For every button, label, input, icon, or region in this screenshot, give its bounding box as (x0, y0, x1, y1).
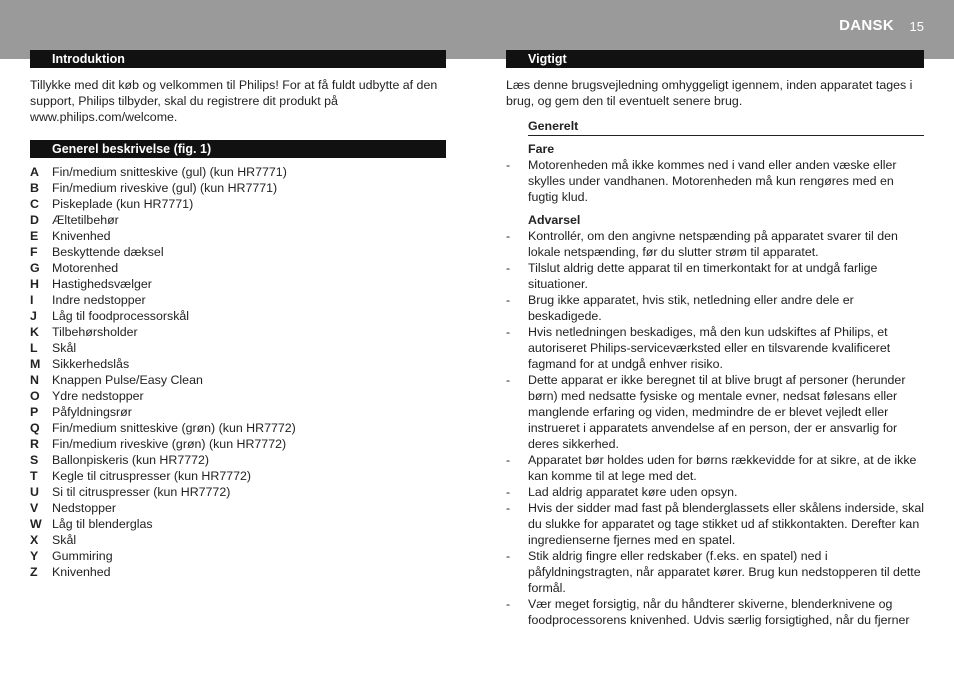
part-label: Skål (52, 341, 77, 355)
part-label: Beskyttende dæksel (52, 245, 164, 259)
part-label: Piskeplade (kun HR7771) (52, 197, 194, 211)
list-item (506, 260, 924, 292)
bullet-dash: - (506, 229, 511, 243)
part-letter: E (30, 229, 39, 243)
section-heading-general-description: Generel beskrivelse (fig. 1) (30, 140, 446, 158)
list-item (30, 196, 446, 212)
list-item (30, 516, 446, 532)
bullet-text: Apparatet bør holdes uden for børns rækkevidde for at sikre, at de ikke kan komme til at lege med det. (528, 453, 917, 483)
list-item (30, 180, 446, 196)
heading-warning: Advarsel (528, 213, 581, 227)
part-label: Fin/medium riveskive (grøn) (kun HR7772) (52, 437, 287, 451)
left-column (30, 50, 446, 580)
list-item (30, 292, 446, 308)
part-letter: X (30, 533, 39, 547)
language-label: DANSK (839, 17, 894, 34)
part-letter: L (30, 341, 38, 355)
part-letter: N (30, 373, 39, 387)
part-label: Skål (52, 533, 77, 547)
part-label: Æltetilbehør (52, 213, 119, 227)
list-item (30, 388, 446, 404)
part-letter: Y (30, 549, 39, 563)
list-item (30, 372, 446, 388)
bullet-dash: - (506, 293, 511, 307)
part-label: Knivenhed (52, 565, 111, 579)
part-letter: I (30, 293, 34, 307)
part-letter: T (30, 469, 38, 483)
bullet-dash: - (506, 158, 511, 172)
bullet-dash: - (506, 325, 511, 339)
subheading-rule (528, 135, 924, 136)
list-item (506, 500, 924, 548)
part-label: Indre nedstopper (52, 293, 146, 307)
list-item (30, 532, 446, 548)
bullet-dash: - (506, 261, 511, 275)
part-letter: H (30, 277, 39, 291)
list-item (506, 324, 924, 372)
bullet-dash: - (506, 373, 511, 387)
list-item (506, 484, 924, 500)
list-item (506, 548, 924, 596)
list-item (30, 468, 446, 484)
bullet-text: Lad aldrig apparatet køre uden opsyn. (528, 485, 738, 499)
part-label: Låg til foodprocessorskål (52, 309, 190, 323)
part-label: Knivenhed (52, 229, 111, 243)
bullet-dash: - (506, 597, 511, 611)
important-paragraph: Læs denne brugsvejledning omhyggeligt igennem, inden apparatet tages i brug, og gem den til eventuelt senere brug. (506, 78, 913, 108)
part-label: Ballonpiskeris (kun HR7772) (52, 453, 210, 467)
list-item (506, 596, 924, 628)
part-label: Ydre nedstopper (52, 389, 144, 403)
part-label: Fin/medium snitteskive (grøn) (kun HR7772) (52, 421, 296, 435)
list-item (30, 244, 446, 260)
part-letter: M (30, 357, 41, 371)
part-label: Fin/medium snitteskive (gul) (kun HR7771) (52, 165, 287, 179)
list-item (30, 228, 446, 244)
part-letter: B (30, 181, 39, 195)
list-item (30, 436, 446, 452)
part-letter: V (30, 501, 39, 515)
subheading-general: Generelt (528, 119, 579, 133)
part-letter: D (30, 213, 39, 227)
list-item (30, 404, 446, 420)
part-letter: Q (30, 421, 40, 435)
part-letter: C (30, 197, 39, 211)
list-item (506, 292, 924, 324)
part-label: Tilbehørsholder (52, 325, 138, 339)
list-item (506, 157, 924, 205)
heading-danger: Fare (528, 142, 555, 156)
part-label: Fin/medium riveskive (gul) (kun HR7771) (52, 181, 278, 195)
part-letter: O (30, 389, 40, 403)
list-item (30, 324, 446, 340)
part-letter: W (30, 517, 42, 531)
parts-list (30, 164, 446, 580)
list-item (30, 276, 446, 292)
list-item (30, 548, 446, 564)
part-letter: S (30, 453, 39, 467)
part-letter: K (30, 325, 39, 339)
bullet-text: Tilslut aldrig dette apparat til en timerkontakt for at undgå farlige situationer. (528, 261, 878, 291)
list-item (506, 452, 924, 484)
bullet-dash: - (506, 485, 511, 499)
part-label: Nedstopper (52, 501, 117, 515)
page-number: 15 (909, 19, 924, 34)
bullet-text: Hvis der sidder mad fast på blenderglassets eller skålens inderside, skal du slukke for apparatet og tage stikket ud af stikkontakten. Derefter kan ingredienserne fjernes med en spatel. (528, 501, 925, 547)
part-label: Knappen Pulse/Easy Clean (52, 373, 203, 387)
part-letter: A (30, 165, 39, 179)
part-letter: Z (30, 565, 38, 579)
part-letter: F (30, 245, 38, 259)
list-item (30, 484, 446, 500)
list-item (30, 308, 446, 324)
bullet-dash: - (506, 549, 511, 563)
list-item (30, 500, 446, 516)
part-label: Låg til blenderglas (52, 517, 153, 531)
list-item (30, 340, 446, 356)
bullet-text: Brug ikke apparatet, hvis stik, netledning eller andre dele er beskadigede. (528, 293, 854, 323)
right-column (506, 50, 924, 628)
bullet-text: Stik aldrig fingre eller redskaber (f.eks. en spatel) ned i påfyldningstragten, når apparatet kører. Brug kun nedstopperen til dette formål. (528, 549, 921, 595)
warning-list (506, 228, 924, 628)
part-label: Motorenhed (52, 261, 119, 275)
list-item (30, 564, 446, 580)
list-item (30, 260, 446, 276)
bullet-text: Kontrollér, om den angivne netspænding på apparatet svarer til den lokale netspænding, før du slutter strøm til apparatet. (528, 229, 898, 259)
danger-list (506, 157, 924, 205)
part-letter: J (30, 309, 37, 323)
bullet-text: Dette apparat er ikke beregnet til at blive brugt af personer (herunder børn) med nedsatte fysiske og mentale evner, nedsat følesans eller manglende erfaring og viden, medmindre de er blevet vejledt eller instrueret i apparatets anvendelse af en person, der er ansvarlig for deres sikkerhed. (528, 373, 906, 451)
list-item (30, 164, 446, 180)
part-letter: R (30, 437, 39, 451)
part-label: Gummiring (52, 549, 113, 563)
part-letter: G (30, 261, 40, 275)
intro-paragraph: Tillykke med dit køb og velkommen til Philips! For at få fuldt udbytte af den support, Philips tilbyder, skal du registrere dit produkt på www.philips.com/welcome. (30, 78, 438, 124)
section-heading-important: Vigtigt (506, 50, 924, 68)
part-letter: P (30, 405, 39, 419)
list-item (506, 372, 924, 452)
section-heading-introduction: Introduktion (30, 50, 446, 68)
part-letter: U (30, 485, 39, 499)
part-label: Sikkerhedslås (52, 357, 130, 371)
list-item (30, 420, 446, 436)
bullet-text: Vær meget forsigtig, når du håndterer skiverne, blenderknivene og foodprocessorens knivenhed. Udvis særlig forsigtighed, når du fjerner (528, 597, 910, 627)
list-item (30, 212, 446, 228)
part-label: Kegle til citruspresser (kun HR7772) (52, 469, 252, 483)
list-item (506, 228, 924, 260)
bullet-dash: - (506, 453, 511, 467)
part-label: Påfyldningsrør (52, 405, 132, 419)
bullet-text: Motorenheden må ikke kommes ned i vand eller anden væske eller skylles under vandhanen. Motorenheden må kun rengøres med en fugtig klud. (528, 158, 897, 204)
bullet-dash: - (506, 501, 511, 515)
bullet-text: Hvis netledningen beskadiges, må den kun udskiftes af Philips, et autoriseret Philips-serviceværksted eller en tilsvarende kvalificeret fagmand for at undgå enhver risiko. (528, 325, 891, 371)
part-label: Hastighedsvælger (52, 277, 152, 291)
list-item (30, 356, 446, 372)
list-item (30, 452, 446, 468)
part-label: Si til citruspresser (kun HR7772) (52, 485, 231, 499)
